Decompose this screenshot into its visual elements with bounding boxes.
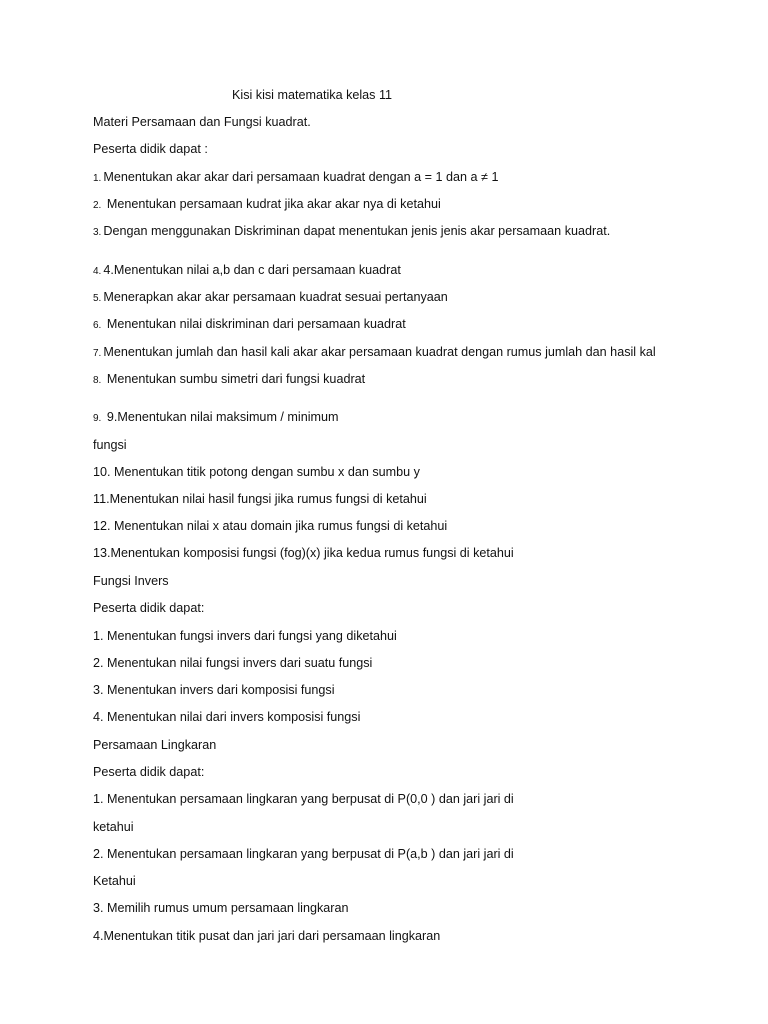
list-item: 3. Menentukan invers dari komposisi fungsi (93, 683, 335, 697)
list-text: Menentukan akar akar dari persamaan kuadrat dengan a = 1 dan a ≠ 1 (103, 170, 499, 184)
list-item: 1. Menentukan persamaan lingkaran yang berpusat di P(0,0 ) dan jari jari di (93, 792, 514, 806)
list-item (93, 169, 498, 187)
list-item (93, 344, 656, 362)
list-number: 7. (93, 348, 102, 359)
list-item (93, 223, 610, 241)
list-text: Menentukan nilai diskriminan dari persamaan kuadrat (103, 317, 406, 331)
list-number: 5. (93, 293, 102, 304)
list-item-continuation: ketahui (93, 820, 134, 834)
list-item: 13.Menentukan komposisi fungsi (fog)(x) jika kedua rumus fungsi di ketahui (93, 546, 514, 560)
list-text: Menentukan jumlah dan hasil kali akar akar persamaan kuadrat dengan rumus jumlah dan hasil kal (103, 345, 656, 359)
list-item (93, 316, 406, 334)
list-item: 1. Menentukan fungsi invers dari fungsi yang diketahui (93, 629, 397, 643)
list-item: 10. Menentukan titik potong dengan sumbu x dan sumbu y (93, 465, 420, 479)
list-text: Menentukan persamaan kudrat jika akar akar nya di ketahui (103, 197, 441, 211)
list-item: 3. Memilih rumus umum persamaan lingkaran (93, 901, 349, 915)
list-number: 4. (93, 266, 102, 277)
list-item (93, 409, 339, 427)
list-item-continuation: Ketahui (93, 874, 136, 888)
list-item: 2. Menentukan nilai fungsi invers dari suatu fungsi (93, 656, 373, 670)
section-heading-kuadrat: Materi Persamaan dan Fungsi kuadrat. (93, 115, 311, 129)
list-text: 4.Menentukan nilai a,b dan c dari persamaan kuadrat (103, 263, 401, 277)
section-intro: Peserta didik dapat: (93, 601, 205, 615)
list-item: 4.Menentukan titik pusat dan jari jari dari persamaan lingkaran (93, 929, 441, 943)
list-number: 6. (93, 320, 102, 331)
list-text: Menentukan sumbu simetri dari fungsi kuadrat (103, 372, 366, 386)
list-item-continuation: fungsi (93, 438, 127, 452)
list-item: 12. Menentukan nilai x atau domain jika rumus fungsi di ketahui (93, 519, 448, 533)
section-intro: Peserta didik dapat: (93, 765, 205, 779)
document-title: Kisi kisi matematika kelas 11 (232, 88, 393, 102)
list-number: 2. (93, 200, 102, 211)
list-number: 9. (93, 413, 102, 424)
section-intro: Peserta didik dapat : (93, 142, 208, 156)
list-number: 3. (93, 227, 102, 238)
list-text: Dengan menggunakan Diskriminan dapat menentukan jenis jenis akar persamaan kuadrat. (103, 224, 611, 238)
list-item: 4. Menentukan nilai dari invers komposisi fungsi (93, 710, 361, 724)
list-item: 11.Menentukan nilai hasil fungsi jika rumus fungsi di ketahui (93, 492, 427, 506)
list-item (93, 262, 401, 280)
list-item: 2. Menentukan persamaan lingkaran yang berpusat di P(a,b ) dan jari jari di (93, 847, 514, 861)
list-text: Menerapkan akar akar persamaan kuadrat sesuai pertanyaan (103, 290, 448, 304)
list-text: 9.Menentukan nilai maksimum / minimum (103, 410, 339, 424)
list-number: 8. (93, 375, 102, 386)
list-item (93, 196, 441, 214)
list-item (93, 371, 365, 389)
section-heading-lingkaran: Persamaan Lingkaran (93, 738, 217, 752)
list-item (93, 289, 448, 307)
section-heading-invers: Fungsi Invers (93, 574, 169, 588)
list-number: 1. (93, 173, 102, 184)
